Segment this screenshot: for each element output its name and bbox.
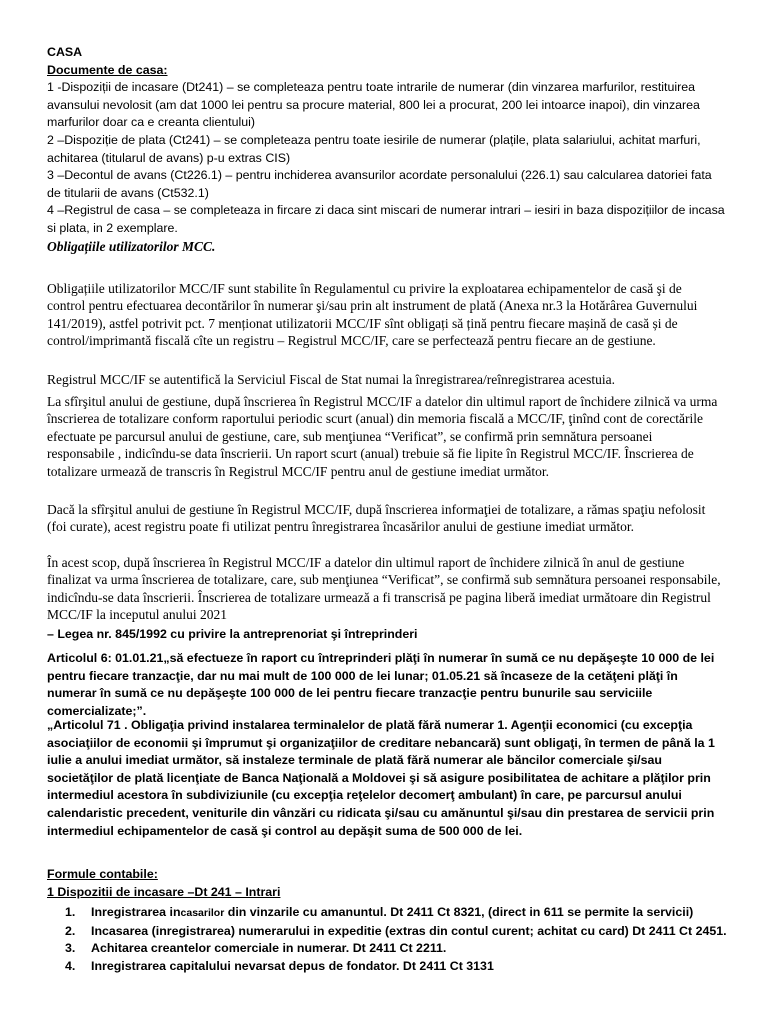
law-article-71: „Articolul 71 . Obligaţia privind instalarea terminalelor de plată fără numerar 1. Agenţii economici (cu excepţia asociaţiilor de economii şi împrumut şi organizaţiilor de creditare nebancară) sunt obligaţi, în termen de până la 1 iulie a anului imediat următor, să instaleze terminale de plată fără numerar ale băncilor comerciale şi/sau societăţilor de plată licenţiate de Banca Naţională a Moldovei şi să asigure posibilitatea de achitare a plăţilor prin intermediul acestora în subdiviziunile (cu excepţia reţelelor decomerţ ambulant) în care, pe parcursul anului calendaristic precedent, veniturile din vânzări cu ridicata şi/sau cu amănuntul şi/sau din prestarea de servicii prin intermediul echipamentelor de casă şi control au depăşit suma de 500 000 de lei. — [47, 718, 715, 838]
list-item: 1 -Dispoziții de incasare (Dt241) – se completeaza pentru toate intrarile de numerar (din vinzarea marfurilor, restituirea avansului nevolosit (am dat 1000 lei pentru sa procure material, 800 lei a procurat, 200 lei intoarce inapoi), din vinzarea marfurilor doar ca e creanta clientului) — [47, 80, 700, 130]
section-subtitle: Documente de casa: — [47, 62, 168, 77]
formule-list — [47, 904, 737, 975]
paragraph: Dacă la sfîrşitul anului de gestiune în Registrul MCC/IF, după înscrierea informaţiei de totalizare, a rămas spaţiu nefolosit (foi curate), acest registru poate fi utilizat pentru înregistrarea încasărilor anului de gestiune imediat următor. — [47, 502, 706, 535]
list-item: 4 –Registrul de casa – se completeaza in fircare zi daca sint miscari de numerar intrari – iesiri in baza dispozițiilor de incasa si plata, in 2 exemplare. — [47, 203, 725, 235]
list-item: 3. Achitarea creantelor comerciale in numerar. Dt 2411 Ct 2211. — [65, 941, 447, 956]
list-item: 2 –Dispoziție de plata (Ct241) – se completeaza pentru toate iesirile de numerar (plațile, plata salariului, achitat marfuri, achitarea (titularul de avans) p-u extras CIS) — [47, 132, 701, 165]
list-item: 4. Inregistrarea capitalului nevarsat depus de fondator. Dt 2411 Ct 3131 — [65, 958, 494, 973]
obligatii-heading: Obligațiile utilizatorilor MCC. — [47, 238, 216, 254]
paragraph: Registrul MCC/IF se autentifică la Serviciul Fiscal de Stat numai la înregistrarea/reînregistrarea acestuia. — [47, 372, 615, 387]
list-item: 2. Incasarea (inregistrarea) numerarului in expeditie (extras din contul curent; achitat cu card) Dt 2411 Ct 2451. — [65, 923, 727, 938]
section-title: CASA — [47, 45, 83, 59]
paragraph: În acest scop, după înscrierea în Registrul MCC/IF a datelor din ultimul raport de închidere zilnică în anul de gestiune finalizat va urma înscrierea de totalizare, care, sub menţiunea “Verificat”, se confirmă sub semnătura persoanei responsabile, indicîndu-se data înscrierii. Înscrierea de totalizare urmează a fi transcrisă pe pagina liberă imediat următoare din Registrul MCC/IF la inceputul anului 2021 — [47, 555, 721, 623]
paragraph: La sfîrşitul anului de gestiune, după înscrierea în Registrul MCC/IF a datelor din ultimul raport de închidere zilnică va urma înscrierea de totalizare conform raportului periodic scurt (anual) din memoria fiscală a MCC/IF, ţinînd cont de corectările efectuate pe parcursul anului de gestiune, care, sub menţiunea “Verificat”, se confirmă prin semnătura persoanei responsabile , indicîndu-se data înscrierii. Un raport scurt (anual) trebuie să fie lipite în Registrul MCC/IF. Înscrierea de totalizare urmează de transcris în Registrul MCC/IF pentru anul de gestiune imediat următor. — [47, 394, 718, 479]
casa-section — [47, 44, 727, 255]
list-item: 1. Inregistrarea incasarilor din vinzarile cu amanuntul. Dt 2411 Ct 8321, (direct in 611 se permite la servicii) — [65, 905, 694, 919]
law-title: – Legea nr. 845/1992 cu privire la antreprenoriat şi întreprinderi — [47, 627, 418, 641]
formule-subtitle: 1 Dispozitii de incasare –Dt 241 – Intrari — [47, 885, 281, 899]
law-article-6: Articolul 6: 01.01.21„să efectueze în raport cu întreprinderi plăţi în numerar în sumă ce nu depăşeşte 10 000 de lei pentru fiecare tranzacţie, dar nu mai mult de 100 000 de lei lunar; 01.05.21 să încaseze de la cetăţeni plăţi în numerar în sumă ce nu depăşeşte 100 000 de lei pentru fiecare tranzacţie pentru bunurile sau serviciile comercializate;”. — [47, 651, 715, 718]
paragraph: Obligațiile utilizatorilor MCC/IF sunt stabilite în Regulamentul cu privire la exploatarea echipamentelor de casă şi de control pentru efectuarea decontărilor în numerar şi/sau prin alt instrument de plată (Anexa nr.3 la Hotărârea Guvernului 141/2019), astfel potrivit pct. 7 menționat utilizatorii MCC/IF sînt obligați să țină pentru fiecare mașină de casă și de control/imprimantă fiscală cîte un registru – Registrul MCC/IF, care se perfectează pentru fiecare an de gestiune. — [47, 281, 698, 349]
formule-title: Formule contabile: — [47, 867, 158, 881]
list-item: 3 –Decontul de avans (Ct226.1) – pentru inchiderea avansurilor acordate personalului (226.1) sau calcularea datoriei fata de titularii de avans (Ct532.1) — [47, 168, 712, 200]
